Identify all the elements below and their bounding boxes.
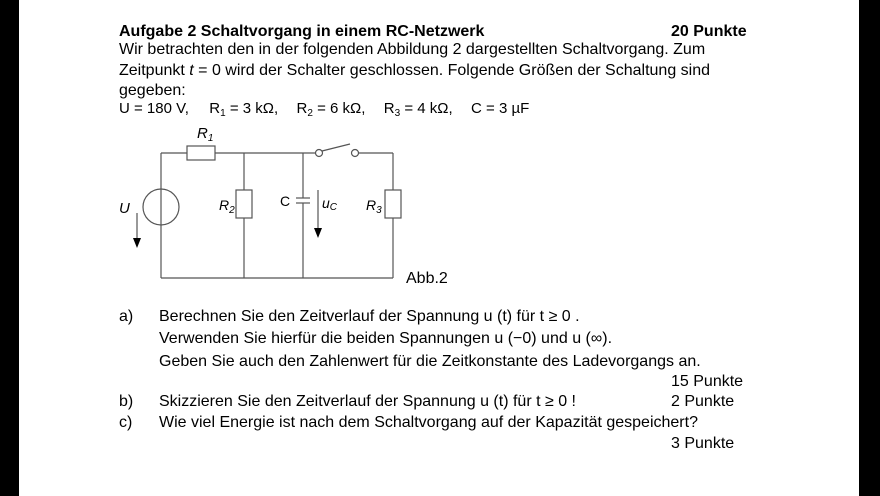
question-c-line-1: Wie viel Energie ist nach dem Schaltvorgang auf der Kapazität gespeichert? <box>159 414 698 431</box>
label-U: U <box>119 200 130 217</box>
label-R2: $R_2$ <box>219 197 235 216</box>
label-R1: $R_1$ <box>197 125 214 144</box>
question-a-points: 15 Punkte <box>671 373 744 390</box>
resistor-R2 <box>236 190 252 218</box>
switch-blade <box>322 144 350 151</box>
question-b-line-1: Skizzieren Sie den Zeitverlauf der Spannung u (t) für t ≥ 0 ! <box>159 393 576 410</box>
given-R1: $R_1 = 3$ kΩ, <box>209 100 279 119</box>
question-b-points: 2 Punkte <box>671 393 735 410</box>
question-c-label: c) <box>119 414 133 431</box>
question-a-line-1: Berechnen Sie den Zeitverlauf der Spannung u (t) für t ≥ 0 . <box>159 308 580 325</box>
switch-contact-left <box>316 150 323 157</box>
given-U: U = 180 V, <box>119 100 189 117</box>
question-a-line-2: Verwenden Sie hierfür die beiden Spannungen u (−0) und u (∞). <box>159 330 613 347</box>
resistor-R3 <box>385 190 401 218</box>
label-C: C <box>280 193 291 209</box>
intro-line-2: Zeitpunkt t = 0 wird der Schalter geschlossen. Folgende Größen der Schaltung sind <box>119 62 711 79</box>
resistor-R1 <box>187 146 215 160</box>
task-title: Aufgabe 2 Schaltvorgang in einem RC-Netzwerk <box>119 23 485 40</box>
intro-line-1: Wir betrachten den in der folgenden Abbildung 2 dargestellten Schaltvorgang. Zum <box>119 41 706 58</box>
switch-contact-right <box>352 150 359 157</box>
question-a-label: a) <box>119 308 134 325</box>
question-c-points: 3 Punkte <box>671 435 735 452</box>
arrow-uC-head <box>314 228 322 238</box>
label-uC: uC <box>322 195 338 213</box>
circuit-diagram <box>19 0 859 300</box>
given-R2: $R_2 = 6$ kΩ, <box>296 100 366 119</box>
question-a-line-3: Geben Sie auch den Zahlenwert für die Zeitkonstante des Ladevorgangs an. <box>159 353 701 370</box>
arrow-U-head <box>133 238 141 248</box>
figure-caption: Abb.2 <box>406 270 448 287</box>
given-R3: $R_3 = 4$ kΩ, <box>383 100 453 119</box>
question-b-label: b) <box>119 393 134 410</box>
task-points: 20 Punkte <box>671 23 747 40</box>
label-R3: $R_3$ <box>366 197 382 216</box>
document-page <box>19 0 859 496</box>
intro-line-3: gegeben: <box>119 82 186 99</box>
given-C: C = 3 µF <box>471 100 530 117</box>
